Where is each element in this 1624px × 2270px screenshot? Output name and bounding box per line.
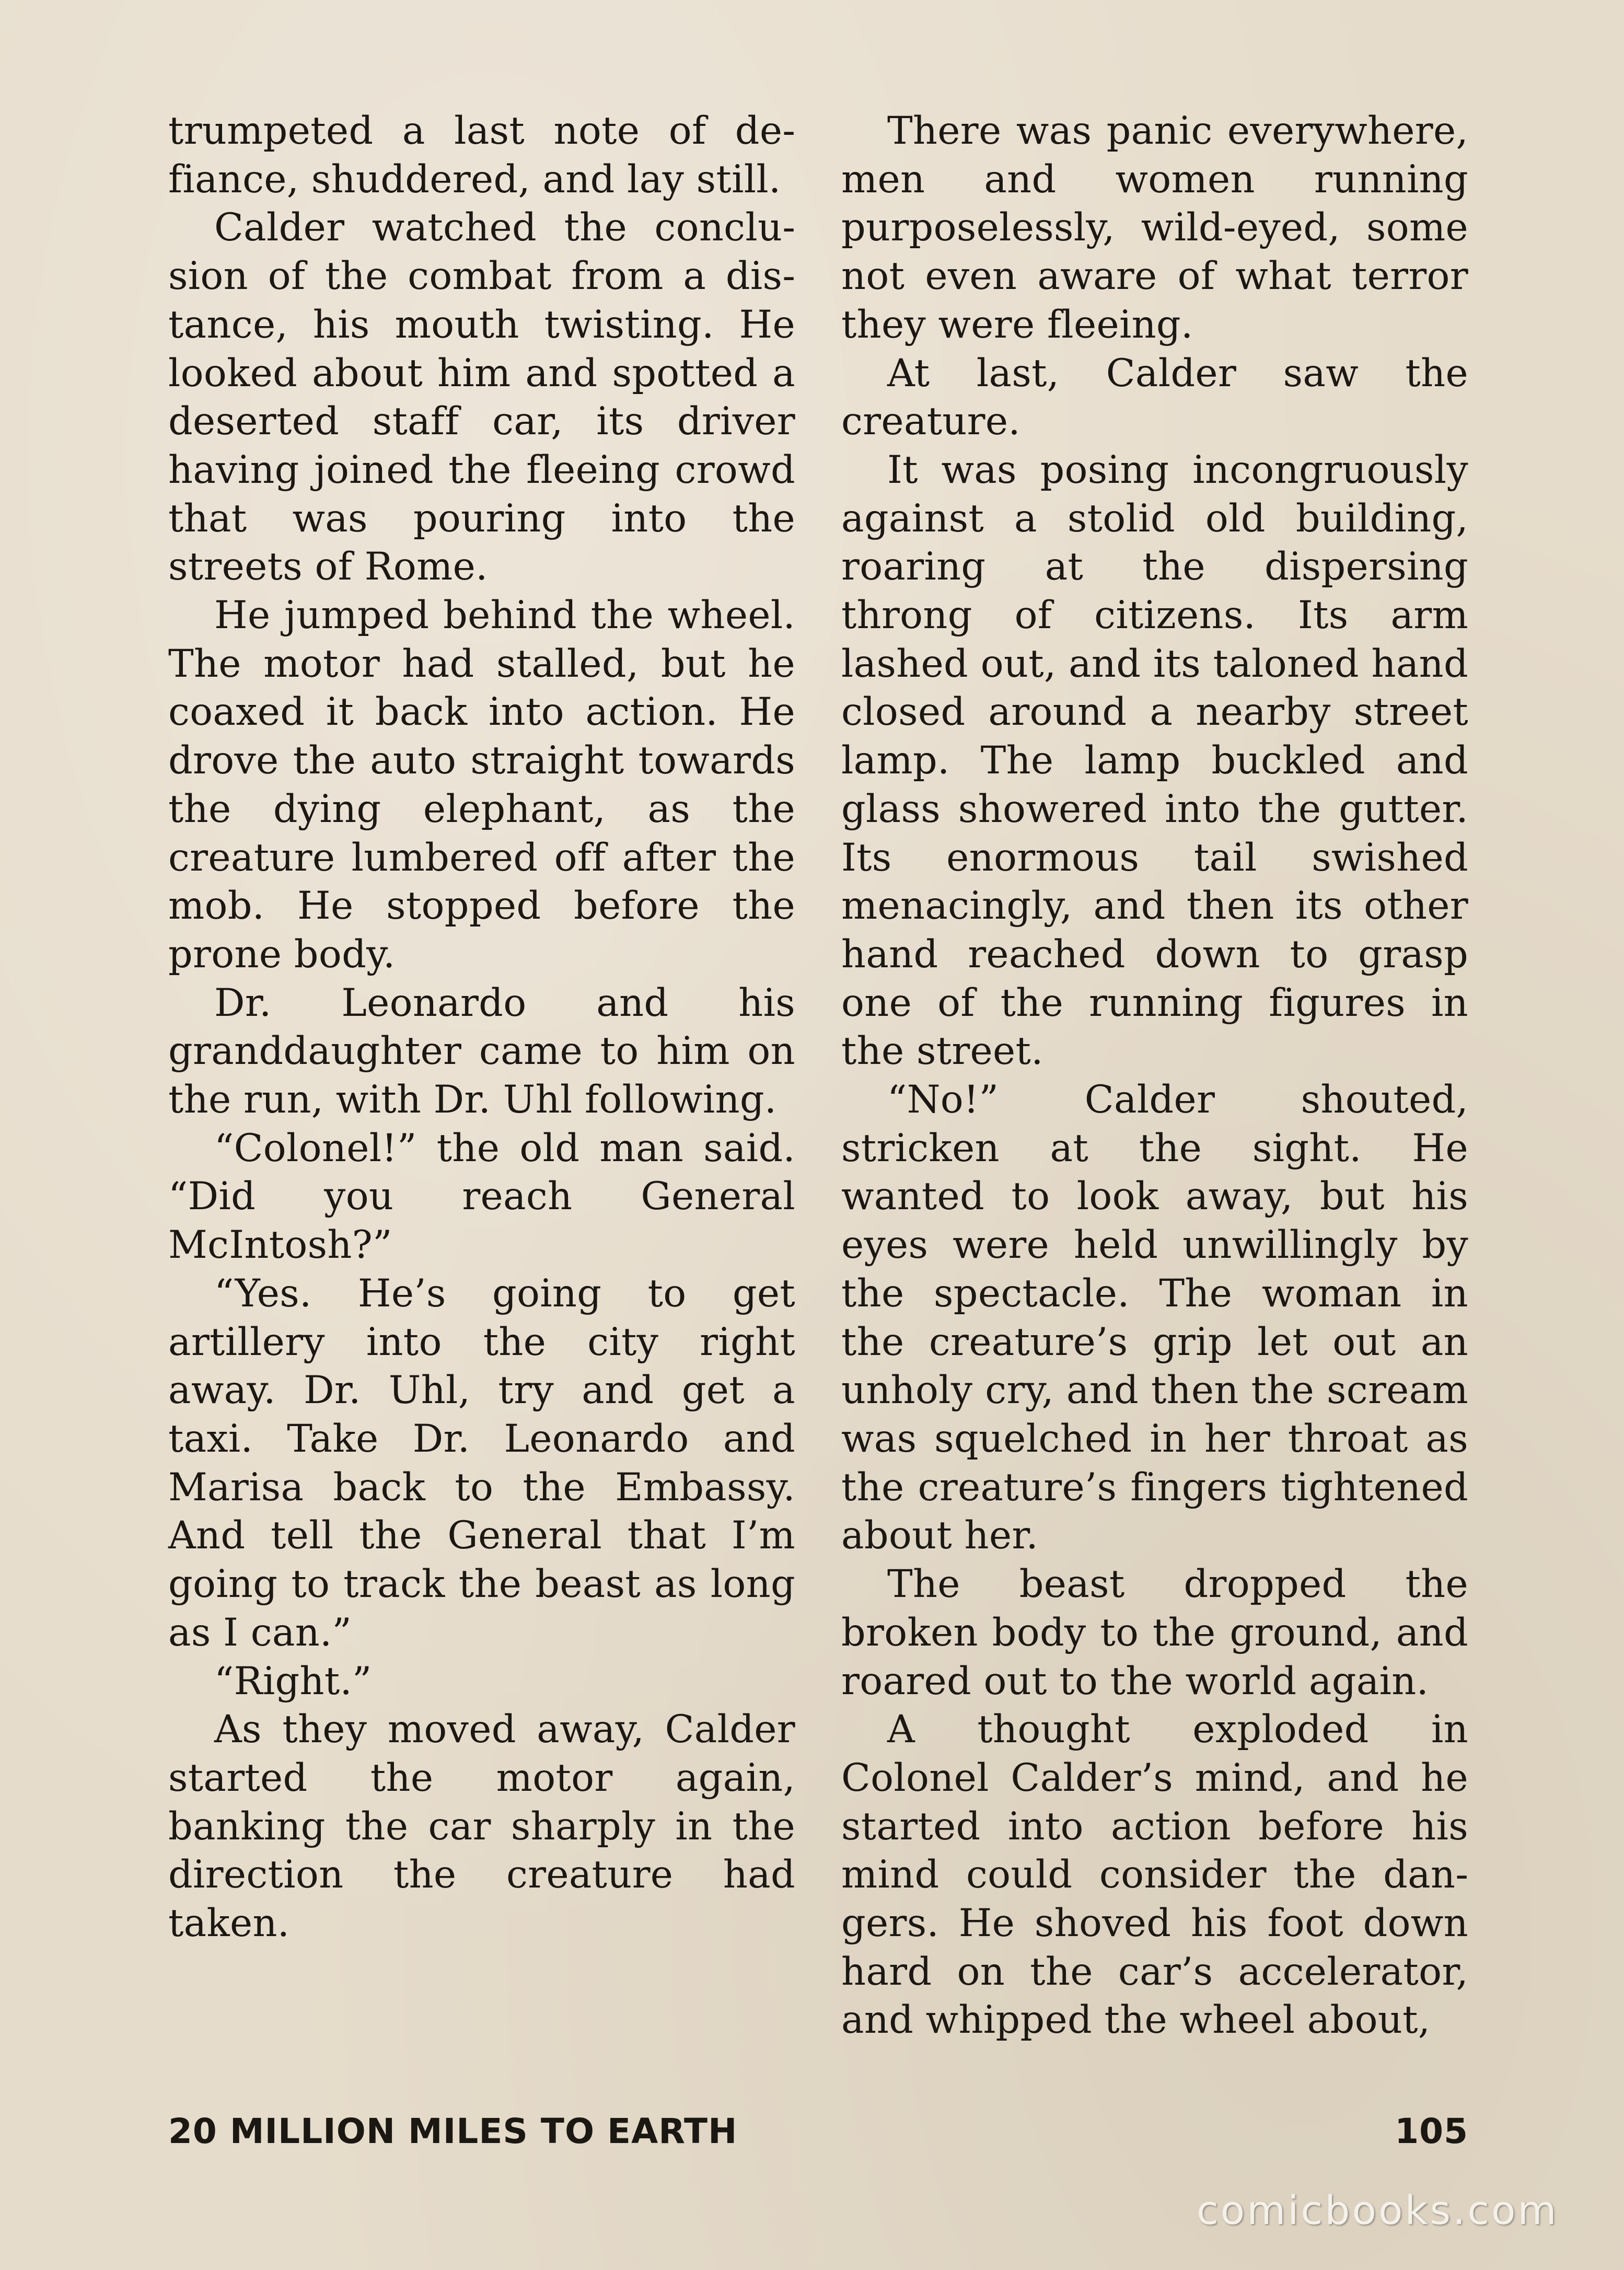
page-footer: [168, 2111, 1468, 2163]
paragraph: “Right.”: [214, 1659, 372, 1704]
paragraph: trumpeted a last note of defiance, shuddered, and lay still.: [168, 109, 795, 202]
paragraph: There was panic everywhere, men and women running purposelessly, wild-eyed, some not even aware of what terror they were fleeing.: [841, 109, 1468, 347]
paragraph: The beast dropped the broken body to the ground, and roared out to the world again.: [841, 1562, 1468, 1704]
paragraph: Dr. Leonardo and his granddaughter came to him on the run, with Dr. Uhl following.: [168, 980, 795, 1122]
paragraph: “No!” Calder shouted, stricken at the sight. He wanted to look away, but his eyes were held unwillingly by the spectacle. The woman in the creature’s grip let out an unholy cry, and then the scream was squelched in her throat as the creature’s fingers tightened about her.: [841, 1078, 1468, 1558]
paragraph: Calder watched the conclusion of the combat from a distance, his mouth twisting. He looked about him and spotted a deserted staff car, its driver having joined the fleeing crowd that was pouring into the streets of Rome.: [168, 205, 795, 589]
paragraph: It was posing incongruously against a stolid old building, roaring at the dispersing throng of citizens. Its arm lashed out, and its taloned hand closed around a nearby street lamp. The lamp buckled and glass showered into the gutter. Its enormous tail swished menacingly, and then its other hand reached down to grasp one of the running figures in the street.: [841, 447, 1468, 1074]
watermark: comicbooks.com: [1197, 2187, 1559, 2233]
right-text-column: [841, 107, 1468, 2045]
left-text-column: [168, 107, 795, 1948]
paragraph: “Colonel!” the old man said. “Did you reach General McIntosh?”: [168, 1126, 795, 1268]
running-title: 20 MILLION MILES TO EARTH: [168, 2111, 738, 2151]
paragraph: He jumped behind the wheel. The motor had stalled, but he coaxed it back into action. He drove the auto straight towards the dying elephant, as the creature lumbered off after the mob. He stopped before the prone body.: [168, 593, 795, 977]
paragraph: At last, Calder saw the creature.: [841, 351, 1468, 444]
paragraph: A thought exploded in Colonel Calder’s mind, and he started into action before his mind could consider the dangers. He shoved his foot down hard on the car’s accelerator, and whipped the wheel about,: [841, 1707, 1468, 2043]
page-number: 105: [1395, 2111, 1468, 2151]
paragraph: As they moved away, Calder started the motor again, banking the car sharply in the direction the creature had taken.: [168, 1707, 795, 1946]
paragraph: “Yes. He’s going to get artillery into the city right away. Dr. Uhl, try and get a taxi. Take Dr. Leonardo and Marisa back to the Embassy. And tell the General that I’m going to track the beast as long as I can.”: [168, 1271, 795, 1655]
